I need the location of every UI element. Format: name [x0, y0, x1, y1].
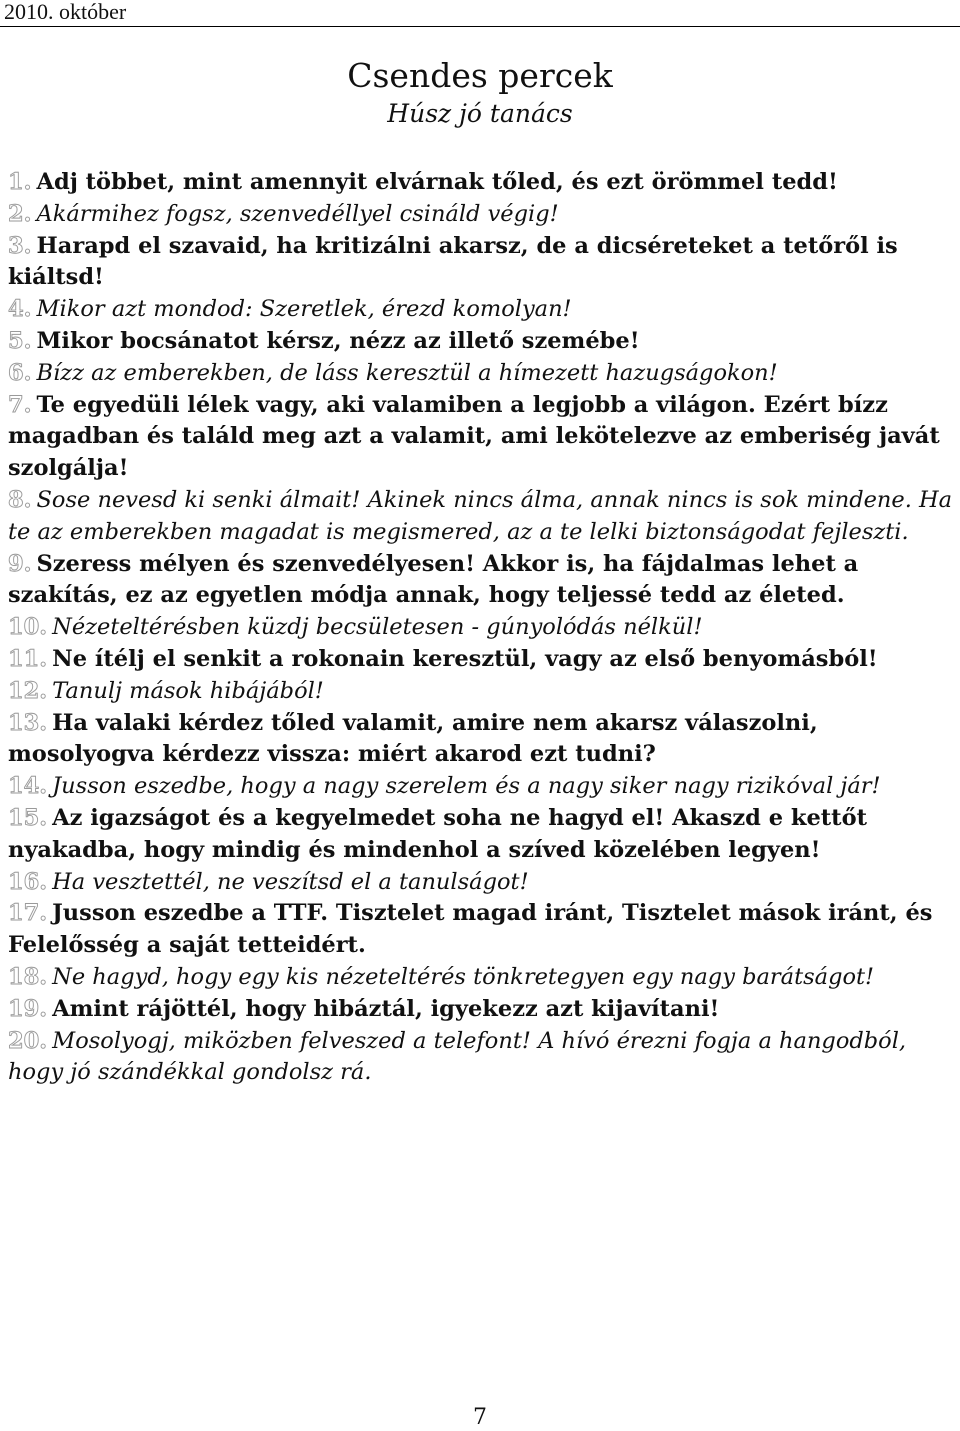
- advice-number: 17.: [8, 900, 48, 927]
- advice-number: 7.: [8, 391, 32, 418]
- advice-text: Amint rájöttél, hogy hibáztál, igyekezz azt kijavítani!: [52, 995, 720, 1022]
- advice-item: [8, 676, 956, 708]
- advice-text: Ha valaki kérdez tőled valamit, amire nem akarsz válaszolni, mosolyogva kérdezz vissza: miért akarod ezt tudni?: [8, 709, 818, 768]
- advice-number: 11.: [8, 645, 48, 672]
- advice-text: Jusson eszedbe a TTF. Tisztelet magad iránt, Tisztelet mások iránt, és Felelősség a saját tetteidért.: [8, 900, 933, 959]
- advice-number: 4.: [8, 296, 32, 323]
- advice-text: Ha vesztettél, ne veszítsd el a tanulságot!: [52, 868, 529, 895]
- advice-item: [8, 612, 956, 644]
- advice-number: 15.: [8, 804, 48, 831]
- advice-number: 20.: [8, 1027, 48, 1054]
- page-header: [0, 0, 960, 27]
- advice-text: Ne ítélj el senkit a rokonain keresztül, vagy az első benyomásból!: [52, 645, 878, 672]
- advice-item: [8, 294, 956, 326]
- advice-text: Adj többet, mint amennyit elvárnak tőled, és ezt örömmel tedd!: [36, 169, 838, 195]
- advice-number: 8.: [8, 486, 32, 513]
- advice-number: 16.: [8, 868, 48, 895]
- advice-text: Mosolyogj, miközben felveszed a telefont! A hívó érezni fogja a hangodból, hogy jó szándékkal gondolsz rá.: [8, 1027, 907, 1086]
- advice-number: 10.: [8, 614, 48, 641]
- advice-item: [8, 644, 956, 676]
- advice-text: Sose nevesd ki senki álmait! Akinek nincs álma, annak nincs is sok mindene. Ha te az emberekben magadat is megismered, az a te lelki biztonságodat fejleszti.: [8, 486, 953, 545]
- advice-text: Tanulj mások hibájából!: [52, 677, 324, 704]
- advice-item: [8, 898, 956, 962]
- advice-number: 19.: [8, 995, 48, 1022]
- header-date: 2010. október: [4, 0, 127, 24]
- page-subtitle: Húsz jó tanács: [387, 99, 573, 128]
- advice-number: 5.: [8, 327, 32, 354]
- advice-text: Szeress mélyen és szenvedélyesen! Akkor is, ha fájdalmas lehet a szakítás, ez az egyetlen módja annak, hogy teljessé tedd az életed.: [8, 550, 859, 609]
- advice-number: 6.: [8, 359, 32, 386]
- page-title: Csendes percek: [347, 56, 613, 95]
- advice-item: [8, 994, 956, 1026]
- advice-item: [8, 485, 956, 549]
- advice-text: Te egyedüli lélek vagy, aki valamiben a legjobb a világon. Ezért bízz magadban és találd meg azt a valamit, ami lekötelezve az emberiség javát szolgálja!: [8, 391, 940, 482]
- advice-item: [8, 708, 956, 772]
- advice-text: Bízz az emberekben, de láss keresztül a hímezett hazugságokon!: [36, 359, 778, 386]
- advice-number: 14.: [8, 773, 48, 800]
- advice-list: [8, 167, 956, 1089]
- advice-number: 1.: [8, 169, 32, 195]
- advice-item: [8, 358, 956, 390]
- advice-item: [8, 231, 956, 295]
- advice-text: Mikor bocsánatot kérsz, nézz az illető szemébe!: [36, 327, 640, 354]
- advice-text: Ne hagyd, hogy egy kis nézeteltérés tönkretegyen egy nagy barátságot!: [52, 963, 875, 990]
- advice-number: 3.: [8, 232, 32, 259]
- advice-number: 12.: [8, 677, 48, 704]
- advice-item: [8, 199, 956, 231]
- advice-item: [8, 167, 956, 199]
- advice-item: [8, 867, 956, 899]
- advice-item: [8, 962, 956, 994]
- advice-text: Harapd el szavaid, ha kritizálni akarsz, de a dicséreteket a tetőről is kiáltsd!: [8, 232, 898, 291]
- advice-text: Az igazságot és a kegyelmedet soha ne hagyd el! Akaszd e kettőt nyakadba, hogy mindig és mindenhol a szíved közelében legyen!: [8, 804, 867, 863]
- advice-text: Jusson eszedbe, hogy a nagy szerelem és a nagy siker nagy rizikóval jár!: [52, 773, 881, 800]
- advice-text: Mikor azt mondod: Szeretlek, érezd komolyan!: [36, 296, 572, 323]
- advice-item: [8, 771, 956, 803]
- advice-item: [8, 326, 956, 358]
- advice-item: [8, 390, 956, 485]
- advice-text: Akármihez fogsz, szenvedéllyel csináld végig!: [36, 200, 559, 227]
- advice-item: [8, 803, 956, 867]
- advice-item: [8, 549, 956, 613]
- page-number: 7: [473, 1405, 487, 1430]
- advice-item: [8, 1026, 956, 1090]
- advice-number: 18.: [8, 963, 48, 990]
- advice-number: 13.: [8, 709, 48, 736]
- advice-number: 2.: [8, 200, 32, 227]
- advice-number: 9.: [8, 550, 32, 577]
- advice-text: Nézeteltérésben küzdj becsületesen - gúnyolódás nélkül!: [52, 614, 703, 641]
